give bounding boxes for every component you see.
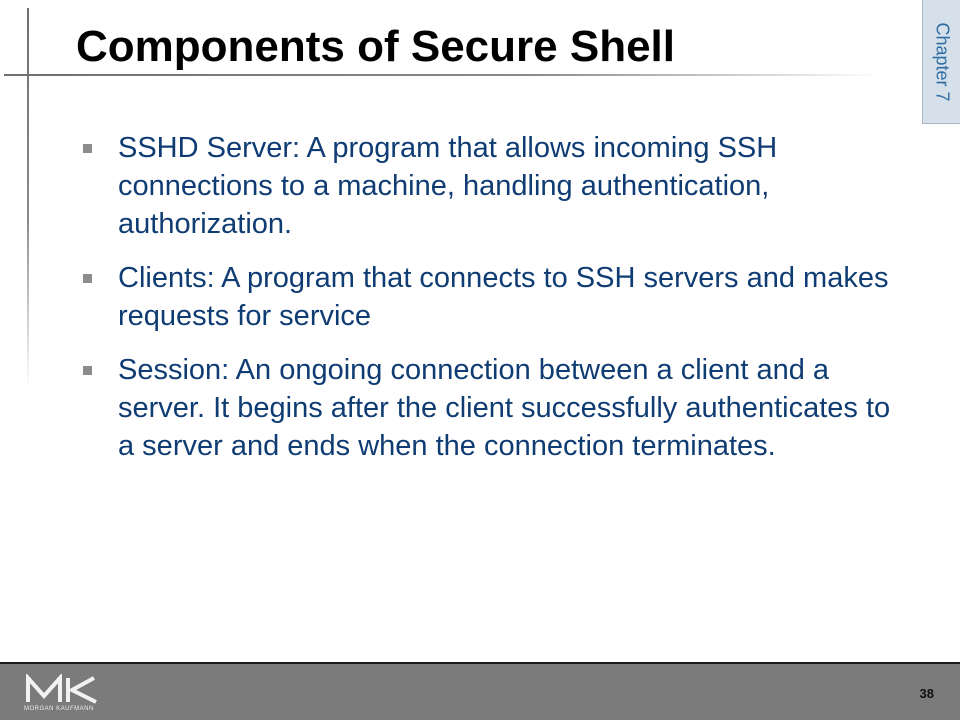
square-bullet-icon: [83, 144, 92, 153]
square-bullet-icon: [83, 366, 92, 375]
bullet-text: Session: An ongoing connection between a client and a server. It begins after the client successfully authenticates to a server and ends when the connection terminates.: [118, 354, 891, 462]
mk-logo-icon: [24, 674, 104, 704]
bullet-text: SSHD Server: A program that allows incoming SSH connections to a machine, handling authentication, authorization.: [118, 132, 778, 240]
title-underline: [4, 74, 884, 76]
bullet-item-session: [80, 351, 900, 465]
vertical-rule: [27, 8, 29, 388]
page-number: 38: [919, 686, 934, 701]
bullet-item-clients: [80, 259, 900, 335]
square-bullet-icon: [83, 274, 92, 283]
chapter-label: Chapter 7: [932, 22, 953, 102]
publisher-logo: [24, 674, 104, 718]
chapter-tab: [922, 0, 960, 124]
bullet-item-sshd-server: [80, 129, 900, 243]
footer-bar: [0, 662, 960, 720]
bullet-text: Clients: A program that connects to SSH servers and makes requests for service: [118, 262, 889, 332]
slide-title: Components of Secure Shell: [76, 22, 675, 71]
logo-text: MORGAN KAUFMANN: [24, 706, 94, 712]
bullet-list: [80, 129, 900, 481]
